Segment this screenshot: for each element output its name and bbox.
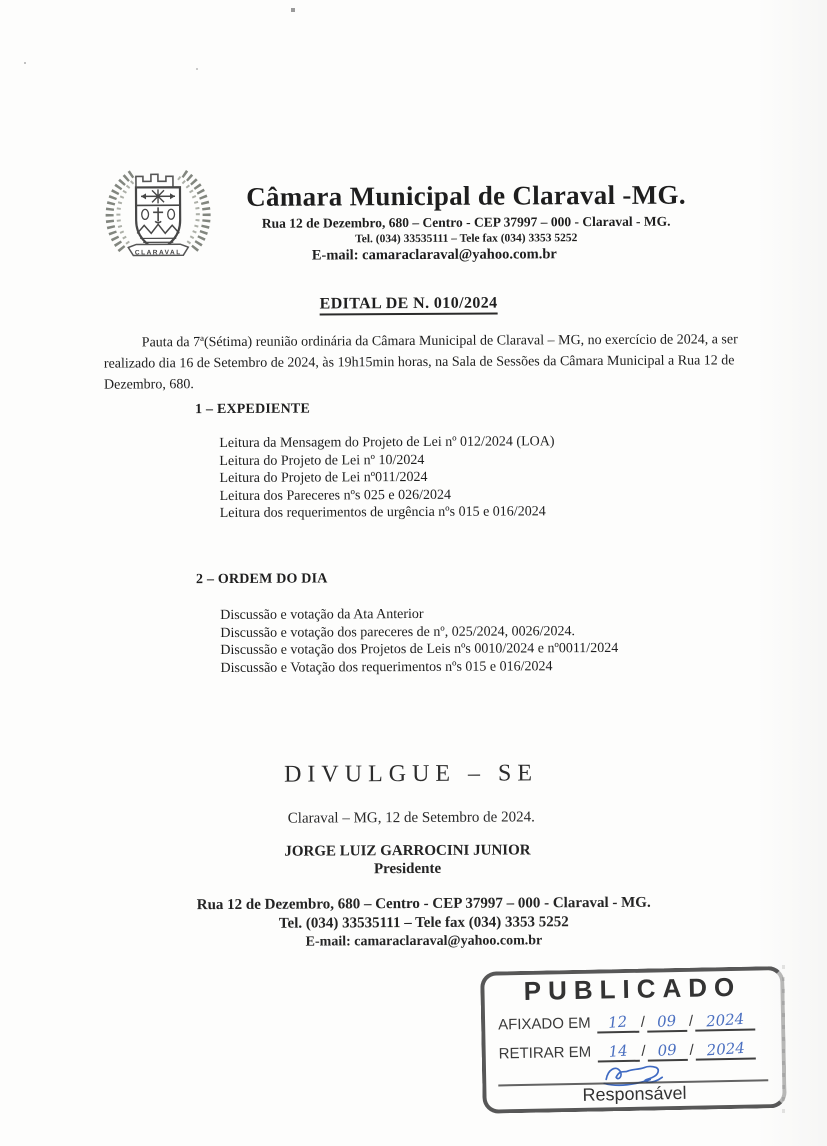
section-heading-expediente: 1 – EXPEDIENTE [195, 401, 311, 418]
affixed-month-field: 09 [647, 1012, 687, 1033]
section-heading-ordem-do-dia: 2 – ORDEM DO DIA [195, 571, 328, 588]
header-address: Rua 12 de Dezembro, 680 – Centro - CEP 37997 – 000 - Claraval - MG. [261, 213, 671, 231]
affixed-day-field: 12 [597, 1013, 639, 1034]
wreath-right [182, 172, 207, 249]
list-item: Discussão e votação da Ata Anterior [220, 606, 424, 624]
list-item: Discussão e votação dos pareceres de nº, 025/2024, 0026/2024. [220, 623, 576, 641]
expediente-items [219, 433, 555, 523]
footer-email: E-mail: camaraclaraval@yahoo.com.br [305, 933, 543, 950]
signatory-name: JORGE LUIZ GARROCINI JUNIOR [284, 842, 531, 860]
list-item: Leitura dos Pareceres nºs 025 e 026/2024 [219, 487, 452, 504]
ribbon-text: CLARAVAL [134, 249, 182, 257]
list-item: Discussão e votação dos Projetos de Leis nºs 0010/2024 e nº0011/2024 [220, 641, 619, 659]
list-item: Leitura do Projeto de Lei nº011/2024 [219, 470, 428, 487]
list-item: Leitura da Mensagem do Projeto de Lei nº 012/2024 (LOA) [219, 434, 555, 452]
retract-label: RETIRAR EM [498, 1043, 592, 1063]
retract-date-row: RETIRAR EM 14 / 09 / 2024 [499, 1039, 758, 1064]
list-item: Discussão e Votação dos requerimentos nºs 015 e 016/2024 [220, 659, 553, 676]
footer-phone: Tel. (034) 33535111 – Tele fax (034) 3353 5252 [278, 914, 569, 932]
retract-year-field: 2024 [696, 1040, 756, 1061]
letterhead [230, 179, 702, 264]
edital-intro-paragraph: Pauta da 7ª(Sétima) reunião ordinária da Câmara Municipal de Claraval – MG, no exercício de 2024, a ser realizado dia 16 de Setembro de 2024, às 19h15min horas, na Sala de Sessões da Câmara Municipal a Rua 12 de Dezembro, 680. [103, 332, 738, 393]
retract-day-field: 14 [597, 1042, 639, 1063]
affixed-year-field: 2024 [695, 1011, 755, 1032]
footer-address: Rua 12 de Dezembro, 680 – Centro - CEP 37997 – 000 - Claraval - MG. [196, 894, 651, 914]
stamp-title: PUBLICADO [523, 971, 742, 1006]
divulgue-se-announcement: DIVULGUE – SE [283, 760, 539, 788]
header-email: E-mail: camaraclaraval@yahoo.com.br [311, 246, 557, 264]
signatory-role: Presidente [373, 860, 442, 878]
list-item: Leitura dos requerimentos de urgência nºs 015 e 016/2024 [219, 504, 546, 522]
retract-month-field: 09 [647, 1041, 687, 1062]
affixed-date-row: AFIXADO EM 12 / 09 / 2024 [498, 1010, 757, 1035]
wreath-left [109, 172, 134, 249]
responsible-label: Responsável [582, 1082, 687, 1105]
mural-crown [136, 174, 173, 187]
organization-name: Câmara Municipal de Claraval -MG. [246, 179, 686, 212]
place-and-date-line: Claraval – MG, 12 de Setembro de 2024. [287, 809, 535, 827]
footer-contact-block [14, 894, 827, 952]
edital-title: EDITAL DE N. 010/2024 [0, 293, 819, 315]
list-item: Leitura do Projeto de Lei nº 10/2024 [219, 452, 425, 469]
ordem-do-dia-items [220, 605, 618, 677]
affixed-label: AFIXADO EM [497, 1014, 591, 1034]
publicado-stamp [480, 966, 787, 1114]
header-phone: Tel. (034) 33535111 – Tele fax (034) 3353 5252 [355, 232, 578, 246]
